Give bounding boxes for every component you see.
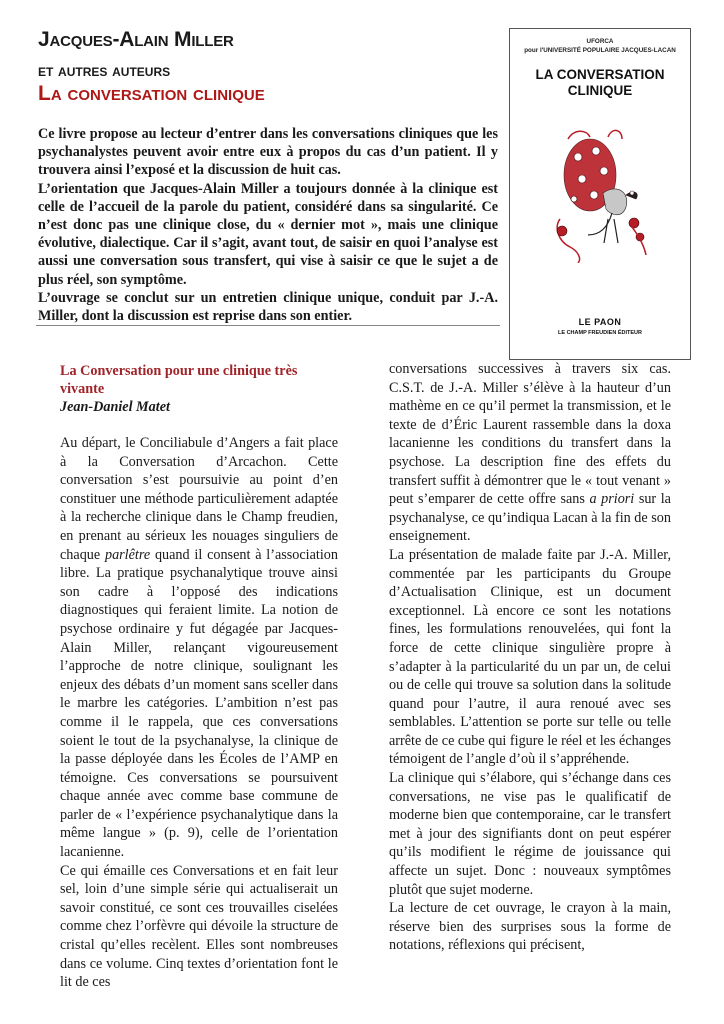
article-column-left	[60, 362, 338, 992]
peacock-illustration	[548, 123, 652, 263]
article-column-right	[389, 360, 671, 955]
cover-org-line1: UFORCA	[586, 38, 614, 45]
article-paragraph: La présentation de malade faite par J.-A. Miller, commentée par les participants du Groupe d’Actualisation Clinique, est un document exceptionnel. Là encore ce sont les notations fines, les formulations renouvelées, qui font la force de cette clinique singulière propre à s’adapter à la particularité du un par un, de celui ou de celle qui trouve sa solution dans la solitude quand pour l’autre, il aura renoué avec ses semblables. L’attention se porte sur telle ou telle arrête de ce cube qui figure le réel et les échanges témoigent de l’angle d’où il s’appréhende.	[389, 546, 672, 768]
article-paragraph: Ce qui émaille ces Conversations et en fait leur sel, loin d’une simple série qui actualiserait un savoir constitué, ce sont ces trouvailles ciselées comme chez l’orfèvre qui dévoile la structure de cristal qu’elles recèlent. Elles sont nombreuses dans ce volume. Cinq textes d’orientation font le lit de ces	[60, 862, 338, 991]
author-name: Jacques-Alain Miller	[38, 28, 234, 51]
article-paragraph: La lecture de cet ouvrage, le crayon à la main, réserve bien des surprises sous la forme de notations, réflexions qui précisent,	[389, 900, 671, 954]
text-run: sur la psychanalyse, ce qu’indiqua Lacan à la fin de son enseignement.	[389, 491, 671, 545]
emphasis-text: a priori	[589, 491, 635, 508]
article-paragraph	[60, 434, 338, 862]
article-paragraph	[389, 360, 671, 546]
summary-paragraph-3: L’ouvrage se conclut sur un entretien clinique unique, conduit par J.-A. Miller, dont la discussion est reprise dans son entier.	[38, 289, 498, 325]
text-run: quand il consent à l’association libre. La pratique psychanalytique trouve ainsi son cadre à l’opposé des indications diagnostiques qui feraient limite. La notion de psychose ordinaire y fut dégagée par Jacques-Alain Miller, relançant vigoureusement l’approche de notre clinique, soulignant les enjeux des débats d’un moment sans sceller dans le marbre les catégories. L’ambition n’est pas comme il le rappela, que ces conversations soient le tout de la psychanalyse, la clinique de la passe déployée dans les Écoles de l’AMP en témoigne. Ces conversations se poursuivent chaque année avec comme base commune de parler de « l’expérience psychanalytique dans la même langue » (p. 9), celle de l’orientation lacanienne.	[60, 546, 338, 861]
cover-title-line1: LA CONVERSATION	[535, 67, 665, 82]
article-paragraph: La clinique qui s’élabore, qui s’échange dans ces conversations, ne vise pas le qualificatif de moderne bien que contemporaine, car le transfert met à jour des signifiants dont on peut espérer qu’ils modifient le régime de jouissance qui affecte un sujet. Donc : nouveaux symptômes plutôt que sujet moderne.	[389, 770, 671, 898]
book-summary	[38, 125, 498, 325]
summary-paragraph-2: L’orientation que Jacques-Alain Miller a toujours donnée à la clinique est celle de l’accueil de la parole du patient, considéré dans sa singularité. Ce n’est donc pas une clinique close, du « dernier mot », mais une clinique évolutive, dialectique. Car il s’agit, avant tout, de saisir en quoi l’analyse est aussi une conversation sous transfert, qui vise à saisir ce que le sujet a de plus réel, son symptôme.	[38, 180, 498, 288]
cover-org-line2: pour l'UNIVERSITÉ POPULAIRE JACQUES-LACAN	[524, 47, 676, 54]
emphasis-text: parlêtre	[104, 546, 151, 563]
book-cover	[509, 28, 691, 360]
cover-org	[510, 37, 690, 55]
cover-publisher-sub: LE CHAMP FREUDIEN ÉDITEUR	[558, 330, 642, 336]
summary-paragraph-1: Ce livre propose au lecteur d’entrer dans les conversations cliniques que les psychanalystes peuvent avoir entre eux à propos du cas d’un patient. Il y trouvera ainsi l’exposé et la discussion de huit cas.	[38, 126, 498, 179]
cover-publisher: LE PAON	[578, 317, 622, 327]
text-run: Au départ, le Conciliabule d’Angers a fait place à la Conversation d’Arcachon. Cette conversation s’est poursuivie au point d’en constituer une méthode particulièrement adaptée à la recherche clinique dans le Champ freudien, en prenant au sérieux les nouages singuliers de chaque	[60, 435, 338, 563]
page-header	[38, 26, 478, 106]
cover-title-line2: CLINIQUE	[567, 83, 633, 98]
co-authors-line: et autres auteurs	[38, 61, 171, 80]
book-title: La conversation clinique	[38, 82, 265, 105]
cover-title	[510, 67, 690, 99]
text-run: conversations successives à travers six cas. C.S.T. de J.-A. Miller s’élève à la hauteur d’un mathème en ce qu’il permet la transmission, et le texte de d’Éric Laurent rassemble dans la doxa lacanienne les conditions du transfert dans la psychose. La description fine des effets du transfert suffit à démontrer que le « tout venant » peut s’emparer de cette offre sans	[389, 361, 671, 508]
section-divider	[36, 325, 500, 326]
article-title: La Conversation pour une clinique très vivante	[60, 363, 298, 397]
article-author: Jean-Daniel Matet	[60, 399, 170, 415]
